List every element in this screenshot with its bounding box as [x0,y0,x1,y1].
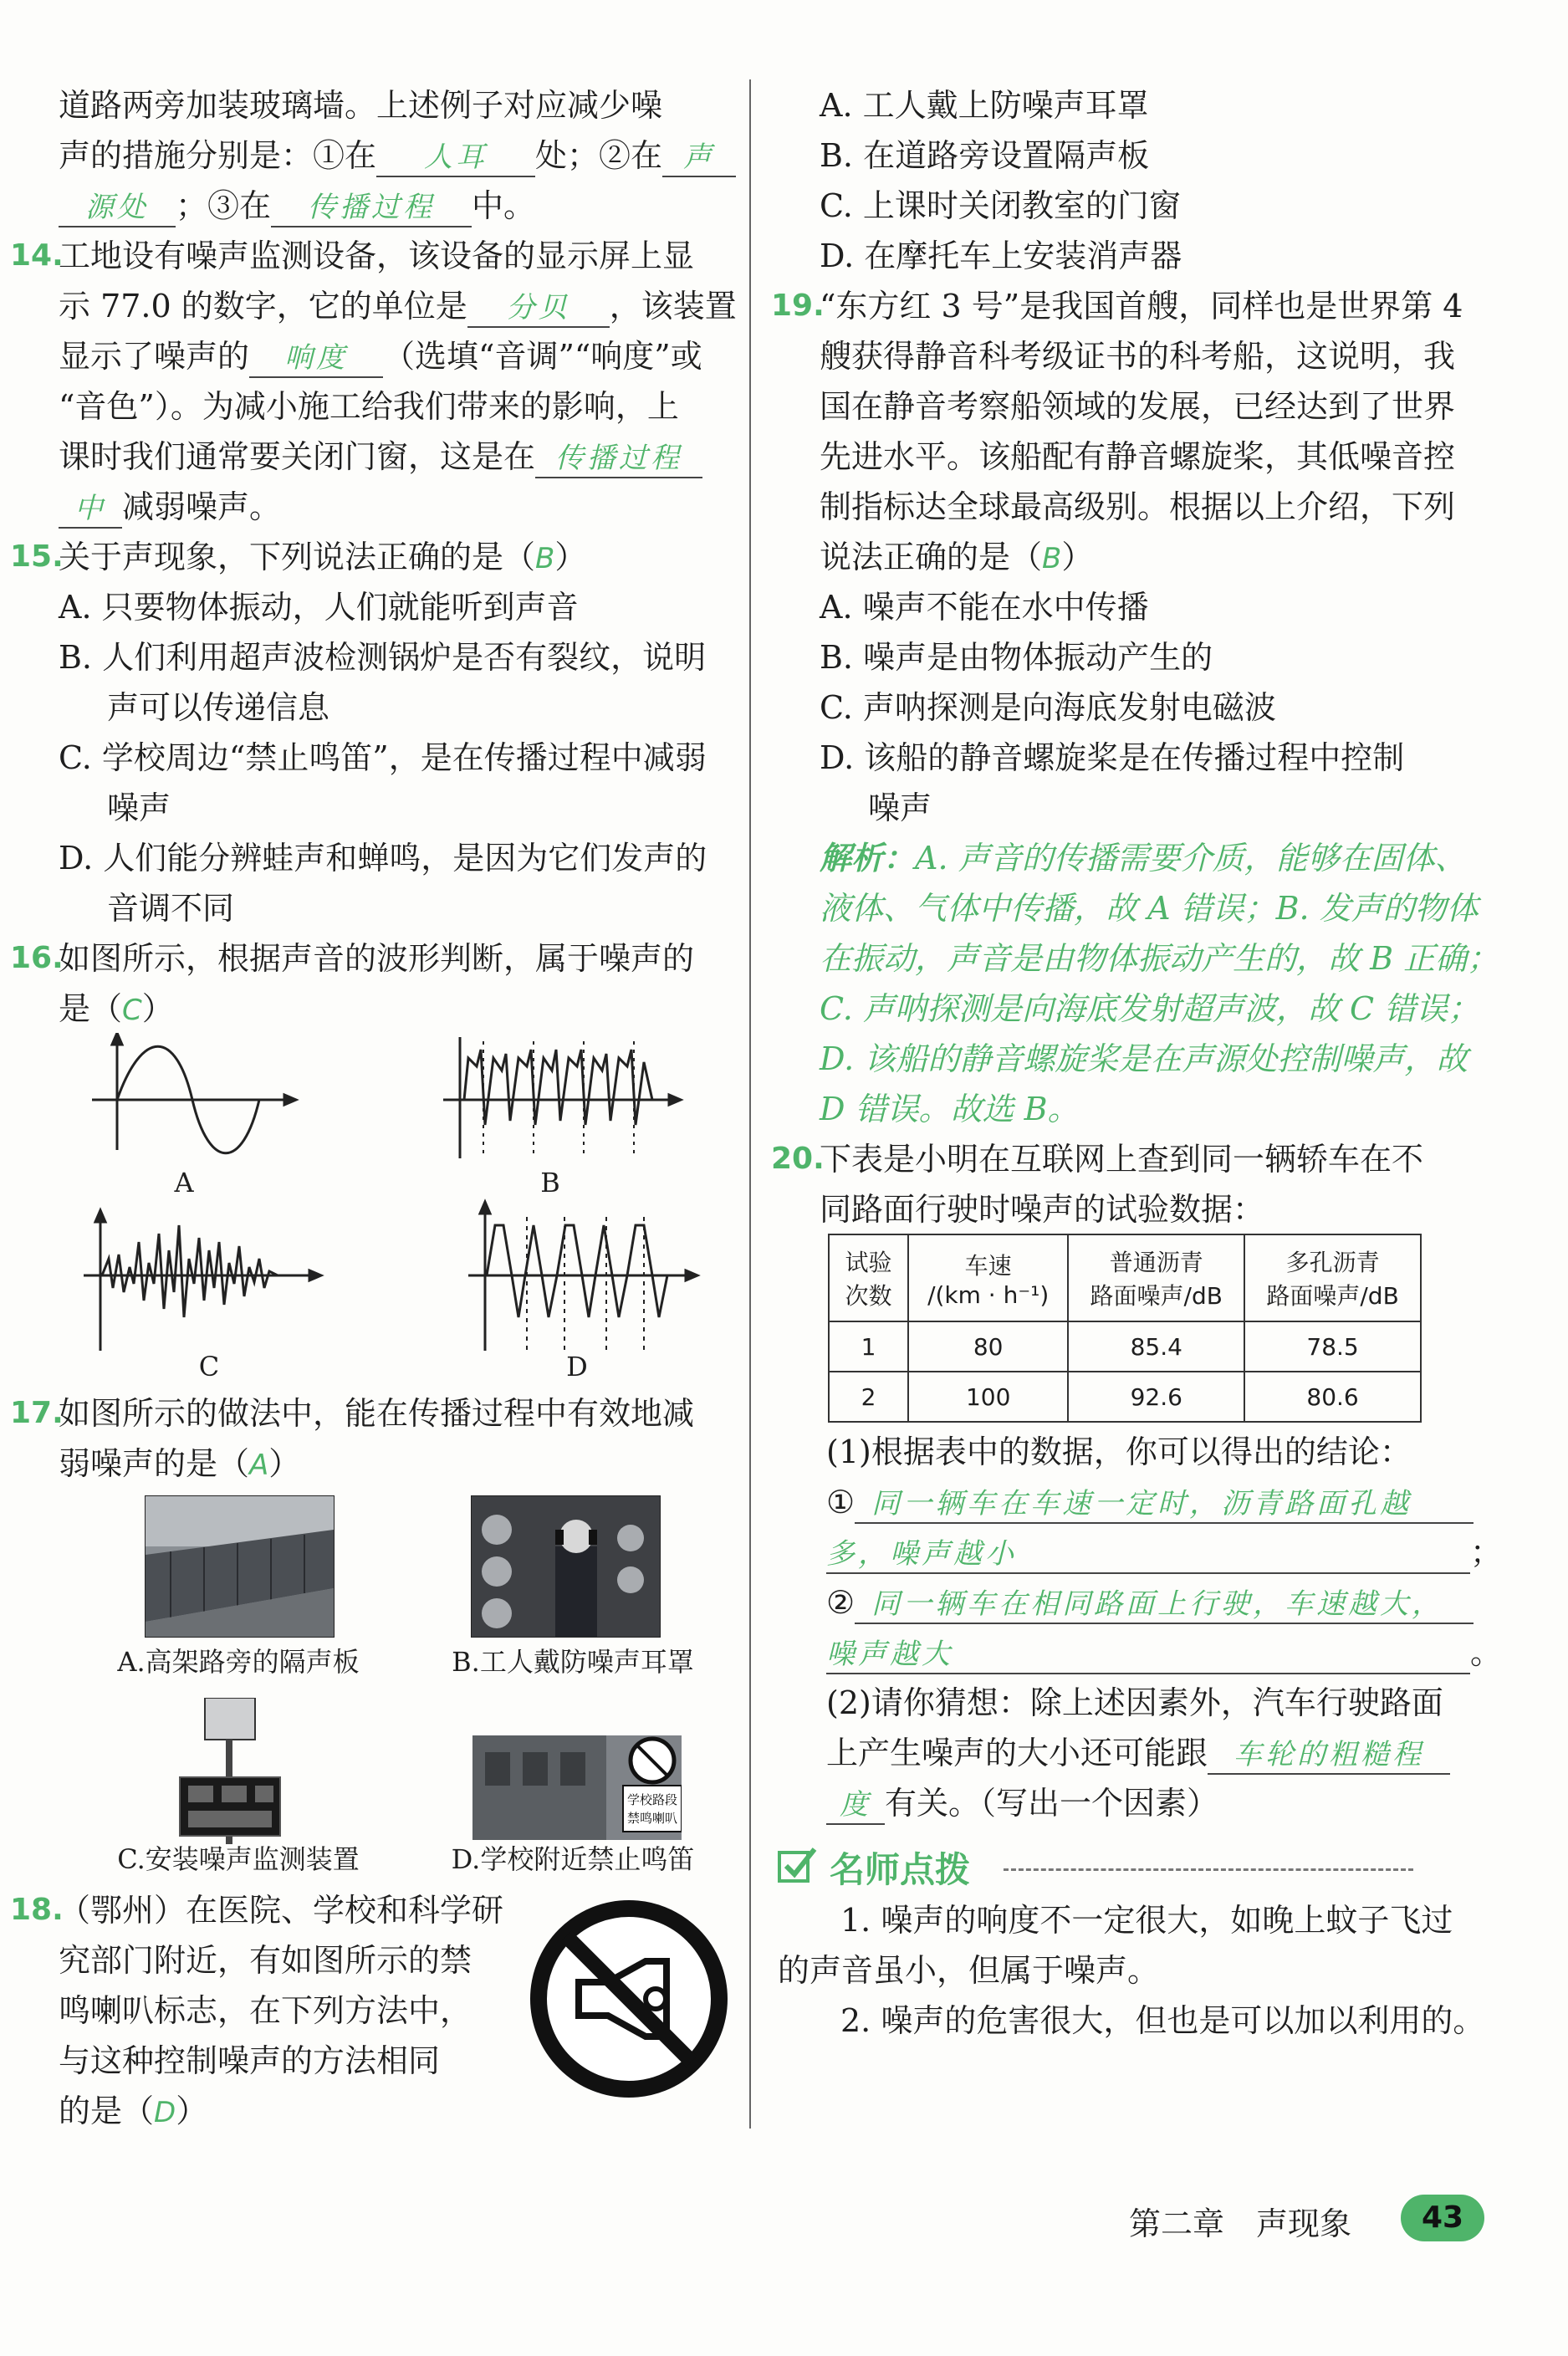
q19-option: C. 声呐探测是向海底发射电磁波 [820,689,1276,726]
analysis-line: C. 声呐探测是向海底发射超声波，故 C 错误； [820,990,1480,1027]
footer-chapter: 第二章 声现象 [1129,2205,1352,2242]
q19-line: 先进水平。该船配有静音螺旋桨，其低噪音控 [820,438,1456,475]
column-divider [749,79,751,2129]
q14-line: 示 77.0 的数字，它的单位是 分贝 ，该装置 [59,283,737,330]
q18-option: D. 在摩托车上安装消声器 [820,238,1182,274]
q19-line: 制指标达全球最高级别。根据以上介绍，下列 [820,488,1456,525]
q15-option: B. 人们利用超声波检测锅炉是否有裂纹，说明 [59,639,707,676]
q19-option: 噪声 [868,790,932,826]
table-header-row: 试验 次数 车速 /(km · h⁻¹) 普通沥青 路面噪声/dB 多孔沥青 路面噪声/dB [829,1234,1421,1321]
q20-sub2: 上产生噪声的大小还可能跟 车轮的粗糙程 [826,1730,1450,1776]
q20-sub2: 度 有关。（写出一个因素） [826,1780,1218,1827]
q18-line: 与这种控制噪声的方法相同 [59,2042,441,2079]
waveform-c [84,1210,321,1351]
q14-line: 中 减弱噪声。 [59,483,281,530]
checkmark-icon [776,1844,818,1886]
tip-title: 名师点拨 [830,1849,971,1890]
analysis-line: D. 该船的静音螺旋桨是在声源处控制噪声，故 [820,1040,1468,1077]
q20-line: 20. 下表是小明在互联网上查到同一辆轿车在不 [771,1141,1424,1178]
q15-option: D. 人们能分辨蛙声和蝉鸣，是因为它们发声的 [59,840,707,876]
text-line: 声的措施分别是：①在 人耳 处；②在 声 [59,132,736,179]
page-number: 43 [1401,2195,1484,2241]
q16-stem: 16. 如图所示，根据声音的波形判断，属于噪声的 [10,940,695,977]
waveform-label: A [174,1167,194,1198]
q19-option: D. 该船的静音螺旋桨是在传播过程中控制 [820,739,1405,776]
q20-conclusion: 多，噪声越小 ； [826,1529,1502,1576]
analysis-line: 解析：A. 声音的传播需要介质，能够在固体、 [820,839,1467,876]
q19-line: 艘获得静音科考级证书的科考船，这说明，我 [820,338,1456,375]
waveform-label: B [540,1167,560,1198]
tip-text: 1. 噪声的响度不一定很大，如晚上蚊子飞过 [840,1902,1453,1939]
q18-option: A. 工人戴上防噪声耳罩 [820,87,1149,124]
q15-option: A. 只要物体振动，人们就能听到声音 [59,589,579,626]
q15-stem: 15. 关于声现象，下列说法正确的是（B） [10,539,587,575]
q18-line: 的是（D） [59,2093,208,2129]
q19-line: 说法正确的是（B） [820,539,1094,575]
waveform-label: C [198,1351,220,1382]
photo-sound-barrier [145,1495,335,1638]
tip-text: 2. 噪声的危害很大，但也是可以加以利用的。 [840,2002,1485,2039]
waveform-label: D [566,1351,588,1382]
waveform-d [468,1202,697,1351]
q18-option: C. 上课时关闭教室的门窗 [820,187,1181,224]
photo-caption: C.安装噪声监测装置 [117,1843,360,1875]
text-line: 源处 ；③在 传播过程 中。 [59,182,535,229]
waveform-a [92,1033,296,1153]
q19-option: B. 噪声是由物体振动产生的 [820,639,1213,676]
photo-worker-earmuffs [471,1495,661,1638]
q15-option: 噪声 [107,790,171,826]
q19-line: 国在静音考察船领域的发展，已经达到了世界 [820,388,1456,425]
q18-line: 鸣喇叭标志，在下列方法中， [59,1992,472,2029]
data-table [828,1234,1422,1423]
analysis-line: 液体、气体中传播，故 A 错误；B. 发声的物体 [820,890,1479,927]
q18-line: 18. （鄂州）在医院、学校和科学研 [10,1892,504,1929]
photo-school-no-horn [472,1735,682,1840]
q19-line: 19. “东方红 3 号”是我国首艘，同样也是世界第 4 [771,288,1463,325]
q18-option: B. 在道路旁设置隔声板 [820,137,1150,174]
q15-option: 音调不同 [107,890,235,927]
waveform-figure [84,1033,719,1384]
q20-sub1: (1)根据表中的数据，你可以得出的结论： [826,1434,1412,1470]
photo-caption: D.学校附近禁止鸣笛 [451,1843,695,1875]
tip-text: 的声音虽小，但属于噪声。 [778,1952,1160,1989]
q14-line: “音色”）。为减小施工给我们带来的影响，上 [59,388,679,425]
q19-option: A. 噪声不能在水中传播 [820,589,1149,626]
analysis-line: 在振动，声音是由物体振动产生的，故 B 正确； [820,940,1499,977]
q15-option: 声可以传递信息 [107,689,330,726]
q18-line: 究部门附近，有如图所示的禁 [59,1942,472,1979]
q15-option: C. 学校周边“禁止鸣笛”，是在传播过程中减弱 [59,739,707,776]
q20-conclusion: ② 同一辆车在相同路面上行驶，车速越大， [826,1579,1474,1626]
q14-line: 显示了噪声的 响度 （选填“音调”“响度”或 [59,333,702,380]
table-row: 2 100 92.6 80.6 [829,1372,1421,1422]
photo-noise-monitor [176,1698,284,1844]
waveform-b [443,1037,681,1158]
q20-conclusion: ① 同一辆车在车速一定时，沥青路面孔越 [826,1479,1474,1526]
q20-line: 同路面行驶时噪声的试验数据： [820,1191,1265,1228]
q14-line: 14. 工地设有噪声监测设备，该设备的显示屏上显 [10,238,695,274]
sign-text: 禁鸣喇叭 [626,1811,678,1826]
q20-sub2: (2)请你猜想：除上述因素外，汽车行驶路面 [826,1684,1443,1721]
text-line: 道路两旁加装玻璃墙。上述例子对应减少噪 [59,87,663,124]
photo-caption: A.高架路旁的隔声板 [117,1646,360,1678]
sign-text: 学校路段 [626,1792,678,1807]
q14-line: 课时我们通常要关闭门窗，这是在 传播过程 [59,433,702,480]
q20-conclusion: 噪声越大 。 [826,1629,1502,1676]
tip-rule [1004,1868,1413,1871]
q16-stem: 是（C） [59,990,174,1027]
table-row: 1 80 85.4 78.5 [829,1321,1421,1372]
photo-caption: B.工人戴防噪声耳罩 [452,1646,694,1678]
analysis-line: D 错误。故选 B。 [820,1091,1080,1127]
q17-stem: 17. 如图所示的做法中，能在传播过程中有效地减 [10,1395,695,1432]
q17-stem: 弱噪声的是（A） [59,1445,301,1482]
no-horn-sign-icon [529,1899,729,2099]
